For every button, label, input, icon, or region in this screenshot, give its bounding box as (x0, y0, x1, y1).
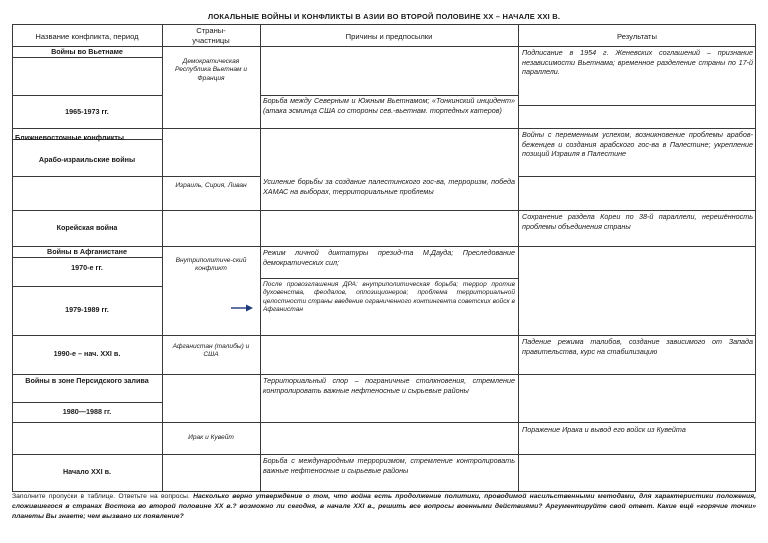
header-results: Результаты (617, 32, 657, 41)
conflicts-table (12, 24, 756, 492)
vietnam-heading: Войны во Вьетнаме (51, 47, 123, 56)
gulf-period-1: 1980—1988 гг. (62, 407, 112, 416)
gulf-countries-2: Ирак и Кувейт (188, 434, 234, 441)
mideast-countries: Израиль, Сирия, Ливан (175, 182, 247, 189)
arab-israeli-heading: Арабо-израильские войны (38, 155, 136, 164)
afghan-period-1: 1970-е гг. (71, 263, 103, 272)
vietnam-result: Подписание в 1954 г. Женевских соглашений – признание независимости Вьетнама; временное разделение страны по 17-й параллели. (522, 48, 753, 77)
afghan-cause-2: После провозглашения ДРА: внутриполитическая борьба; террор против духовенства, феодалов, оппозиционеров; проблема территориальной целостности страны введение ограниченного контингента советских войск в Афганистан (263, 281, 515, 314)
page-title: ЛОКАЛЬНЫЕ ВОЙНЫ И КОНФЛИКТЫ В АЗИИ ВО ВТОРОЙ ПОЛОВИНЕ XX – НАЧАЛЕ XXI В. (207, 12, 561, 21)
korea-heading: Корейская война (56, 223, 118, 232)
afghan-heading: Войны в Афганистане (47, 247, 127, 256)
assignment-intro: Заполните пропуски в таблице. Ответьте на вопросы. (12, 493, 190, 500)
afghan-countries-1: Внутриполитиче-ский конфликт (175, 257, 247, 273)
gulf-heading: Войны в зоне Персидского залива (25, 376, 149, 385)
afghan-countries-3: Афганистан (талибы) и США (172, 343, 250, 359)
gulf-result-2: Поражение Ирака и вывод его войск из Кувейта (522, 425, 686, 434)
header-countries: Страны-участницы (192, 26, 230, 45)
gulf-period-3: Начало XXI в. (62, 467, 112, 476)
vietnam-cause: Борьба между Северным и Южным Вьетнамом; «Тонкинский инцидент» (атака эсминца США со стороны сев.-вьетнам. торпедных катеров) (263, 96, 515, 115)
right-arrow-icon (230, 303, 254, 313)
korea-result: Сохранение раздела Кореи по 38-й параллели, нерешённость проблемы объединения страны (522, 212, 753, 231)
assignment-text (12, 492, 756, 522)
gulf-cause-3: Борьба с международным терроризмом, стремление контролировать важные нефтеносные и сырьевые районы (263, 456, 515, 475)
gulf-cause-1: Территориальный спор – пограничные столкновения, стремление контролировать важные нефтеносные и сырьевые районы (263, 376, 515, 395)
vietnam-period: 1965-1973 гг. (65, 107, 109, 116)
afghan-period-2: 1979-1989 гг. (65, 305, 109, 314)
afghan-result-3: Падение режима талибов, создание зависимого от Запада правительства, курс на стабилизацию (522, 337, 753, 356)
header-name: Название конфликта, период (35, 32, 139, 41)
assignment-question: Насколько верно утверждение о том, что война есть продолжение политики, проводимой насильственными методами, для характеристики положения, сложившегося в странах Востока во второй половине XX в.? возможно ли сегодня, в начале XXI в., решить все вопросы военными действиями? Аргументируйте свой ответ. Какие ещё «горячие точки» планеты Вы знаете; чем вызвано их появление? (12, 493, 756, 520)
mideast-result: Войны с переменным успехом, возникновение проблемы арабов-беженцев и создания арабского гос-ва в Палестине; укрепление позиций Израиля в Палестине (522, 130, 753, 159)
mideast-heading: Ближневосточные конфликты (15, 133, 125, 142)
vietnam-countries: Демократическая Республика Вьетнам и Франция (174, 58, 248, 82)
header-causes: Причины и предпосылки (345, 32, 433, 41)
mideast-cause: Усиление борьбы за создание палестинского гос-ва, терроризм, победа ХАМАС на выборах, территориальные проблемы (263, 177, 515, 196)
afghan-cause-1: Режим личной диктатуры презид-та М.Дауда; Преследование демократических сил; (263, 248, 515, 267)
afghan-period-3: 1990-е – нач. XXI в. (53, 349, 121, 358)
